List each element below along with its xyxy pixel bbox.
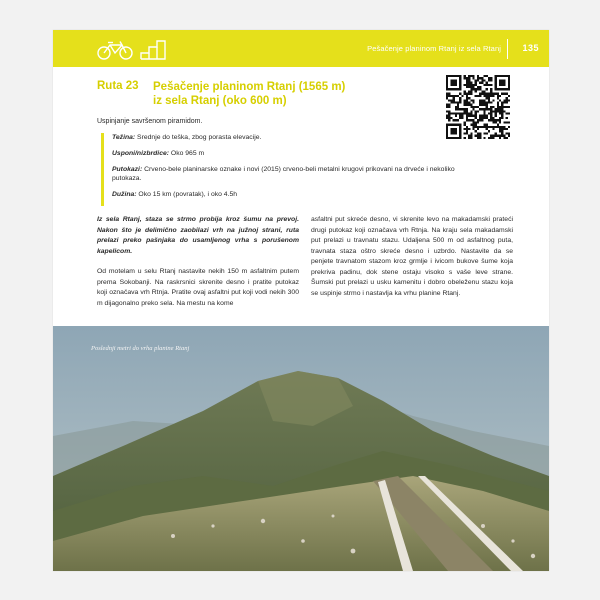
info-difficulty-label: Težina: bbox=[112, 134, 136, 141]
book-page bbox=[53, 30, 549, 571]
route-subtitle: Uspinjanje savršenom piramidom. bbox=[97, 118, 203, 125]
qr-code[interactable] bbox=[446, 75, 510, 139]
mountain-photo bbox=[53, 326, 549, 571]
page-number: 135 bbox=[522, 43, 539, 53]
info-ascent bbox=[112, 149, 461, 158]
info-ascent-label: Usponi/nizbrdice: bbox=[112, 150, 170, 157]
info-markers bbox=[112, 165, 461, 183]
info-length-label: Dužina: bbox=[112, 191, 137, 198]
header-bar bbox=[53, 30, 549, 67]
route-info-box bbox=[101, 133, 461, 206]
bicycle-icon bbox=[98, 42, 132, 60]
info-length-value: Oko 15 km (povratak), i oko 4.5h bbox=[136, 191, 238, 198]
header-divider bbox=[507, 39, 508, 59]
body-paragraph-right: asfaltni put skreće desno, vi skrenite levo na makadamski prateći drugi putokaz koji označava vrh Rtnja. Na kraju sela makadamski put prelazi u travnatu stazu. Udaljena 500 m od asfaltnog puta, travnata staza oštro skreće desno i uzbrdo. Nastavite da se penjete travnatom stazom kroz grmlje i ivicom bukove šume koja prekriva padinu, dok stene ostaju visoko s vaše leve strane. Šumski put prelazi u usku kamenitu i dobro obeleženu stazu koja se uspinje strmo i nastavlja ka vrhu planine Rtanj. bbox=[311, 216, 513, 297]
running-title: Pešačenje planinom Rtanj iz sela Rtanj bbox=[367, 44, 501, 53]
info-markers-value: Crveno-bele planinarske oznake i novi (2015) crveno-beli metalni krugovi prikovani na drveće i nekoliko putokaza. bbox=[112, 166, 455, 182]
photo-caption: Poslednji metri do vrha planine Rtanj bbox=[91, 345, 190, 352]
body-paragraph-left: Od motelam u selu Rtanj nastavite nekih 150 m asfaltnim putem prema Sokobanji. Na raskrsnici skrenite desno i pratite putokaz koji označava vrh Rtnja. Pratite ovaj asfaltni put koji vodi nekih 300 m dijagonalno preko sela. Na mestu na kome bbox=[97, 268, 299, 307]
hiking-stairs-icon bbox=[141, 41, 165, 59]
info-difficulty-value: Srednje do teška, zbog porasta elevacije. bbox=[135, 134, 262, 141]
route-label: Ruta 23 bbox=[97, 80, 139, 92]
route-title bbox=[153, 80, 403, 108]
body-column-left bbox=[97, 215, 299, 309]
info-length bbox=[112, 190, 461, 199]
info-markers-label: Putokazi: bbox=[112, 166, 143, 173]
body-column-right bbox=[311, 215, 513, 299]
info-difficulty bbox=[112, 133, 461, 142]
info-ascent-value: Oko 965 m bbox=[169, 150, 205, 157]
route-title-line2: iz sela Rtanj (oko 600 m) bbox=[153, 95, 287, 107]
activity-icons bbox=[97, 39, 177, 61]
lead-paragraph: Iz sela Rtanj, staza se strmo probija kroz šumu na prevoj. Nakon što je delimično zaobilazi vrh na južnoj strani, ruta prelazi preko pašnjaka do usamljenog vrha s porušenom kapelicom. bbox=[97, 216, 299, 255]
route-title-line1: Pešačenje planinom Rtanj (1565 m) bbox=[153, 81, 346, 93]
